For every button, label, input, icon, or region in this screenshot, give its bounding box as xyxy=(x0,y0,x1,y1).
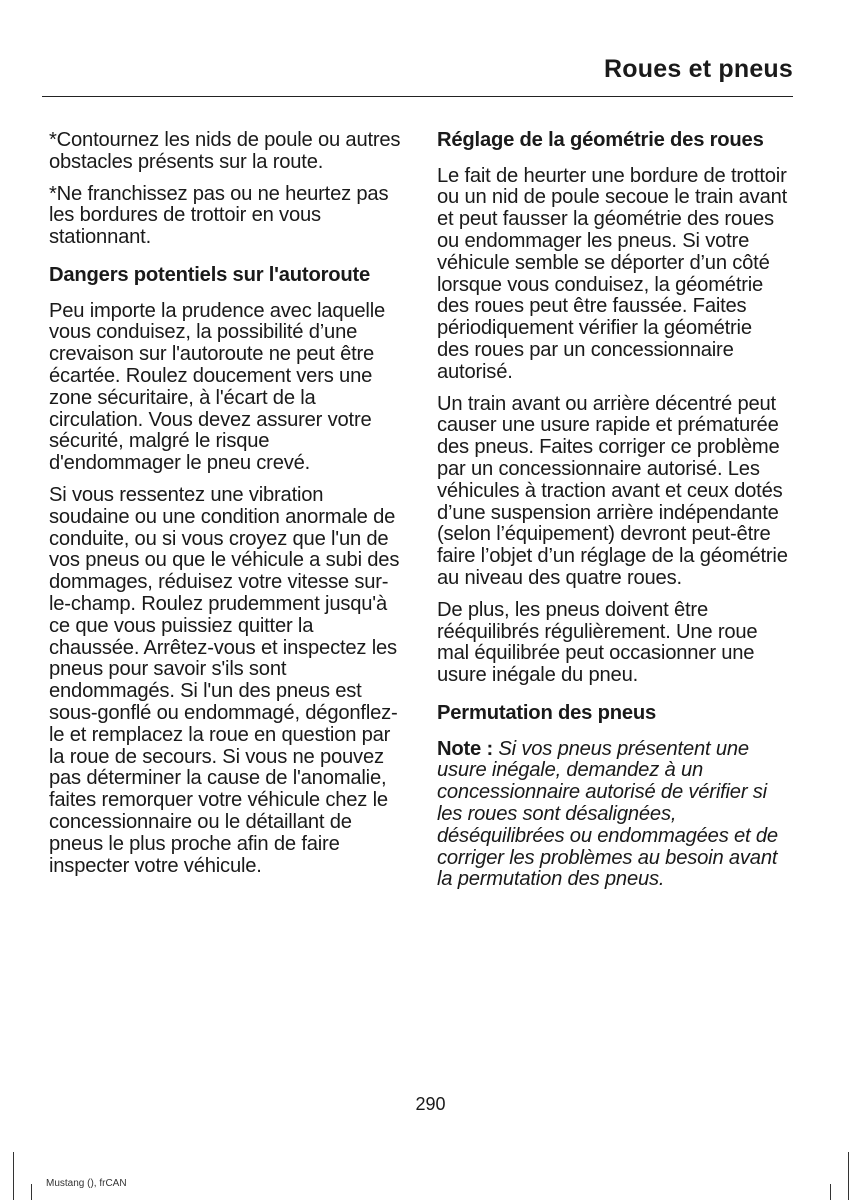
crop-mark-left xyxy=(13,1152,14,1200)
heading-highway-dangers: Dangers potentiels sur l'autoroute xyxy=(49,263,371,286)
right-column xyxy=(437,130,789,891)
paragraph-curb-impact: Le fait de heurter une bordure de trottoir ou un nid de poule secoue le train avant et peut fausser la géométrie des roues ou endommager les pneus. Si votre véhicule semble se déporter d’un côté lorsque vous conduisez, la géométrie des roues peut être faussée. Faites périodiquement vérifier la géométrie des roues par un concessionnaire autorisé. xyxy=(437,164,788,383)
heading-tire-rotation: Permutation des pneus xyxy=(437,701,657,724)
heading-wheel-alignment: Réglage de la géométrie des roues xyxy=(437,129,764,151)
paragraph-misaligned-axle: Un train avant ou arrière décentré peut causer une usure rapide et prématurée des pneus. Faites corriger ce problème par un concessionnaire autorisé. Les véhicules à traction avant et ceux dotés d’une suspension arrière indépendante (selon l’équipement) devront peut-être faire l’objet d’un réglage de la géométrie au niveau des quatre roues. xyxy=(437,392,788,589)
note-text: Si vos pneus présentent une usure inégale, demandez à un concessionnaire autorisé de vérifier si les roues sont désalignées, déséquilibrées ou endommagées et de corriger les problèmes au besoin avant la permutation des pneus. xyxy=(437,737,778,891)
crop-mark-right xyxy=(848,1152,849,1200)
page-section-title: Roues et pneus xyxy=(604,55,793,83)
note-label: Note : xyxy=(437,737,493,760)
crop-tick-left xyxy=(31,1184,32,1200)
left-column xyxy=(49,130,401,887)
note-rotation xyxy=(437,739,789,892)
crop-tick-right xyxy=(830,1184,831,1200)
paragraph-curbs: *Ne franchissez pas ou ne heurtez pas les bordures de trottoir en vous stationnant. xyxy=(49,182,389,249)
paragraph-balancing: De plus, les pneus doivent être rééquilibrés régulièrement. Une roue mal équilibrée peut occasionner une usure inégale du pneu. xyxy=(437,598,758,687)
page-number: 290 xyxy=(415,1094,446,1114)
footer-model-label: Mustang (), frCAN xyxy=(46,1178,127,1189)
header-divider xyxy=(42,96,793,97)
paragraph-vibration: Si vous ressentez une vibration soudaine ou une condition anormale de conduite, ou si vous croyez que l'un de vos pneus ou que le véhicule a subi des dommages, réduisez votre vitesse sur-le-champ. Roulez prudemment jusqu'à ce que vous puissiez quitter la chaussée. Arrêtez-vous et inspectez les pneus pour savoir s'ils sont endommagés. Si l'un des pneus est sous-gonflé ou endommagé, dégonflez-le et remplacez la roue en question par la roue de secours. Si vous ne pouvez pas déterminer la cause de l'anomalie, faites remorquer votre véhicule chez le concessionnaire ou le détaillant de pneus le plus proche afin de faire inspecter votre véhicule. xyxy=(49,483,400,877)
paragraph-highway-puncture: Peu importe la prudence avec laquelle vous conduisez, la possibilité d’une crevaison sur l'autoroute ne peut être écartée. Roulez doucement vers une zone sécuritaire, à l'écart de la circulation. Vous devez assurer votre sécurité, malgré le risque d'endommager le pneu crevé. xyxy=(49,299,386,475)
paragraph-potholes: *Contournez les nids de poule ou autres obstacles présents sur la route. xyxy=(49,129,401,173)
